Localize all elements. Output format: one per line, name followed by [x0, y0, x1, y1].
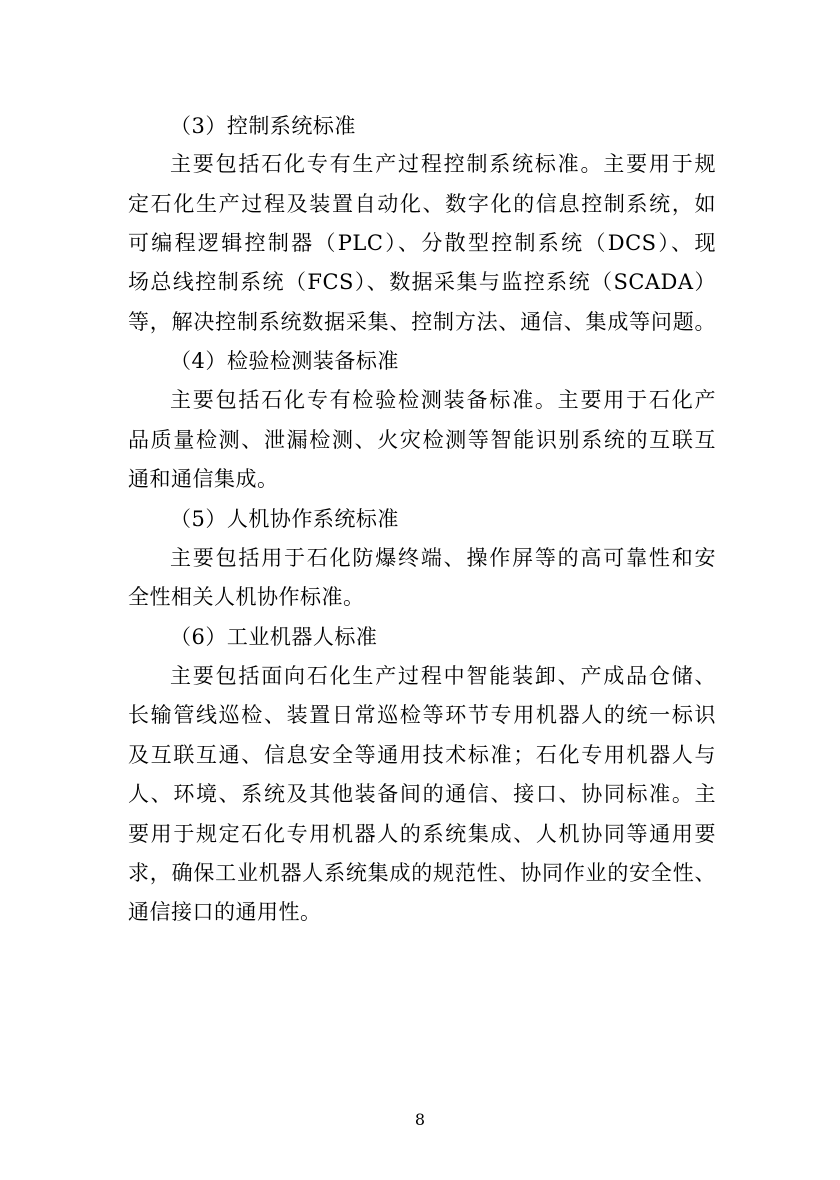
paragraph-line: 及互联互通、信息安全等通用技术标准；石化专用机器人与 [128, 743, 716, 767]
paragraph-line: 场总线控制系统（FCS）、数据采集与监控系统（SCADA） [128, 270, 716, 294]
paragraph-line: 定石化生产过程及装置自动化、数字化的信息控制系统，如 [128, 192, 716, 216]
section-heading-4: （4）检验检测装备标准 [170, 349, 399, 373]
page-number: 8 [414, 1110, 426, 1129]
paragraph-line: 通和通信集成。 [128, 467, 279, 491]
paragraph-line: 主要包括用于石化防爆终端、操作屏等的高可靠性和安 [170, 546, 716, 570]
section-heading-3: （3）控制系统标准 [170, 114, 356, 138]
paragraph-line: 人、环境、系统及其他装备间的通信、接口、协同标准。主 [128, 782, 716, 806]
paragraph-line: 主要包括面向石化生产过程中智能装卸、产成品仓储、 [170, 664, 716, 688]
paragraph-line: 要用于规定石化专用机器人的系统集成、人机协同等通用要 [128, 822, 716, 846]
paragraph-line: 长输管线巡检、装置日常巡检等环节专用机器人的统一标识 [128, 703, 716, 727]
paragraph-line: 主要包括石化专有检验检测装备标准。主要用于石化产 [170, 388, 716, 412]
paragraph-line: 品质量检测、泄漏检测、火灾检测等智能识别系统的互联互 [128, 428, 716, 452]
paragraph-line: 全性相关人机协作标准。 [128, 585, 365, 609]
paragraph-line: 等，解决控制系统数据采集、控制方法、通信、集成等问题。 [128, 310, 716, 334]
paragraph-line: 求，确保工业机器人系统集成的规范性、协同作业的安全性、 [128, 861, 716, 885]
paragraph-line: 可编程逻辑控制器（PLC）、分散型控制系统（DCS）、现 [128, 231, 716, 255]
paragraph-line: 主要包括石化专有生产过程控制系统标准。主要用于规 [170, 152, 716, 176]
paragraph-line: 通信接口的通用性。 [128, 900, 322, 924]
section-heading-5: （5）人机协作系统标准 [170, 507, 399, 531]
section-heading-6: （6）工业机器人标准 [170, 625, 378, 649]
